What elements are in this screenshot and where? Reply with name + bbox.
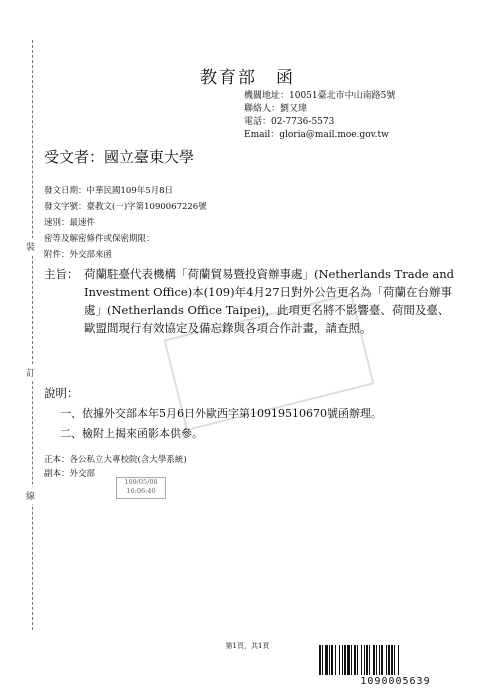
barcode-bar <box>376 645 377 675</box>
explanation-list <box>60 404 460 444</box>
barcode-bar <box>342 645 343 675</box>
explanation-item-2: 二、檢附上揭來函影本供參。 <box>60 427 203 440</box>
agency-address: 機關地址：10051臺北市中山南路5號 <box>244 91 396 101</box>
contact-person: 聯絡人：劉又瑋 <box>244 104 308 114</box>
barcode-bar <box>398 645 399 675</box>
document-number: 發文字號：臺教文(一)字第1090067226號 <box>44 202 207 212</box>
barcode-bar <box>325 645 328 675</box>
barcode-bar <box>354 645 356 675</box>
barcode-bar <box>347 645 350 675</box>
barcode-bar <box>369 645 370 675</box>
recipient: 受文者：國立臺東大學 <box>44 148 195 166</box>
barcode-bar <box>394 645 395 675</box>
barcode-bar <box>319 645 321 675</box>
barcode-bar <box>366 645 368 675</box>
copy-recipients: 副本：外交部 <box>44 469 96 479</box>
document-meta <box>44 183 207 263</box>
receipt-stamp <box>116 477 166 499</box>
stamp-date: 109/05/08 <box>124 478 158 486</box>
subject-text: 荷蘭駐臺代表機構「荷蘭貿易暨投資辦事處」(Netherlands Trade and Investment Office)本(109)年4月27日對外公告更名為「荷蘭在台辦事處」(Netherlands Office Taipei)，此項更名將不影響臺、荷間及臺、歐盟間現行有效協定及備忘錄與各項合作計畫，請查照。 <box>84 267 455 335</box>
barcode <box>318 645 473 675</box>
document-title: 教育部 函 <box>200 68 295 88</box>
subject-label: 主旨： <box>44 267 79 281</box>
barcode-bar <box>351 645 352 675</box>
binding-line <box>32 40 33 630</box>
contact-phone: 電話：02-7736-5573 <box>244 117 335 127</box>
explanation-item-1: 一、依據外交部本年5月6日外歐西字第10919510670號函辦理。 <box>60 407 382 420</box>
binding-mark-ding: 訂 <box>26 364 35 381</box>
original-recipients: 正本：各公私立大專校院(含大學系統) <box>44 455 187 465</box>
barcode-bar <box>386 645 387 675</box>
barcode-bar <box>344 645 346 675</box>
page-number: 第1頁，共1頁 <box>225 642 270 650</box>
barcode-bar <box>381 645 383 675</box>
urgency: 速別：最速件 <box>44 218 96 228</box>
subject-section <box>44 265 454 337</box>
barcode-number: 1090005639 <box>360 676 431 687</box>
barcode-bar <box>322 645 323 675</box>
barcode-bar <box>391 645 393 675</box>
issue-date: 發文日期：中華民國109年5月8日 <box>44 186 174 196</box>
contact-email: Email：gloria@mail.moe.gov.tw <box>244 130 389 140</box>
barcode-bar <box>329 645 330 675</box>
attachment: 附件：外交部來函 <box>44 250 113 260</box>
barcode-bar <box>388 645 390 675</box>
barcode-bar <box>357 645 358 675</box>
barcode-bar <box>331 645 333 675</box>
binding-mark-xian: 線 <box>26 487 35 504</box>
binding-mark-zhuang: 裝 <box>26 238 35 255</box>
stamp-time: 16:06:40 <box>126 487 156 495</box>
barcode-bar <box>339 645 340 675</box>
confidentiality: 密等及解密條件或保密期限： <box>44 234 155 244</box>
barcode-bar <box>335 645 336 675</box>
contact-block <box>244 90 395 142</box>
barcode-bar <box>361 645 362 675</box>
barcode-bar <box>364 645 365 675</box>
barcode-bar <box>373 645 375 675</box>
barcode-bar <box>379 645 380 675</box>
explanation-label: 說明： <box>44 386 79 400</box>
